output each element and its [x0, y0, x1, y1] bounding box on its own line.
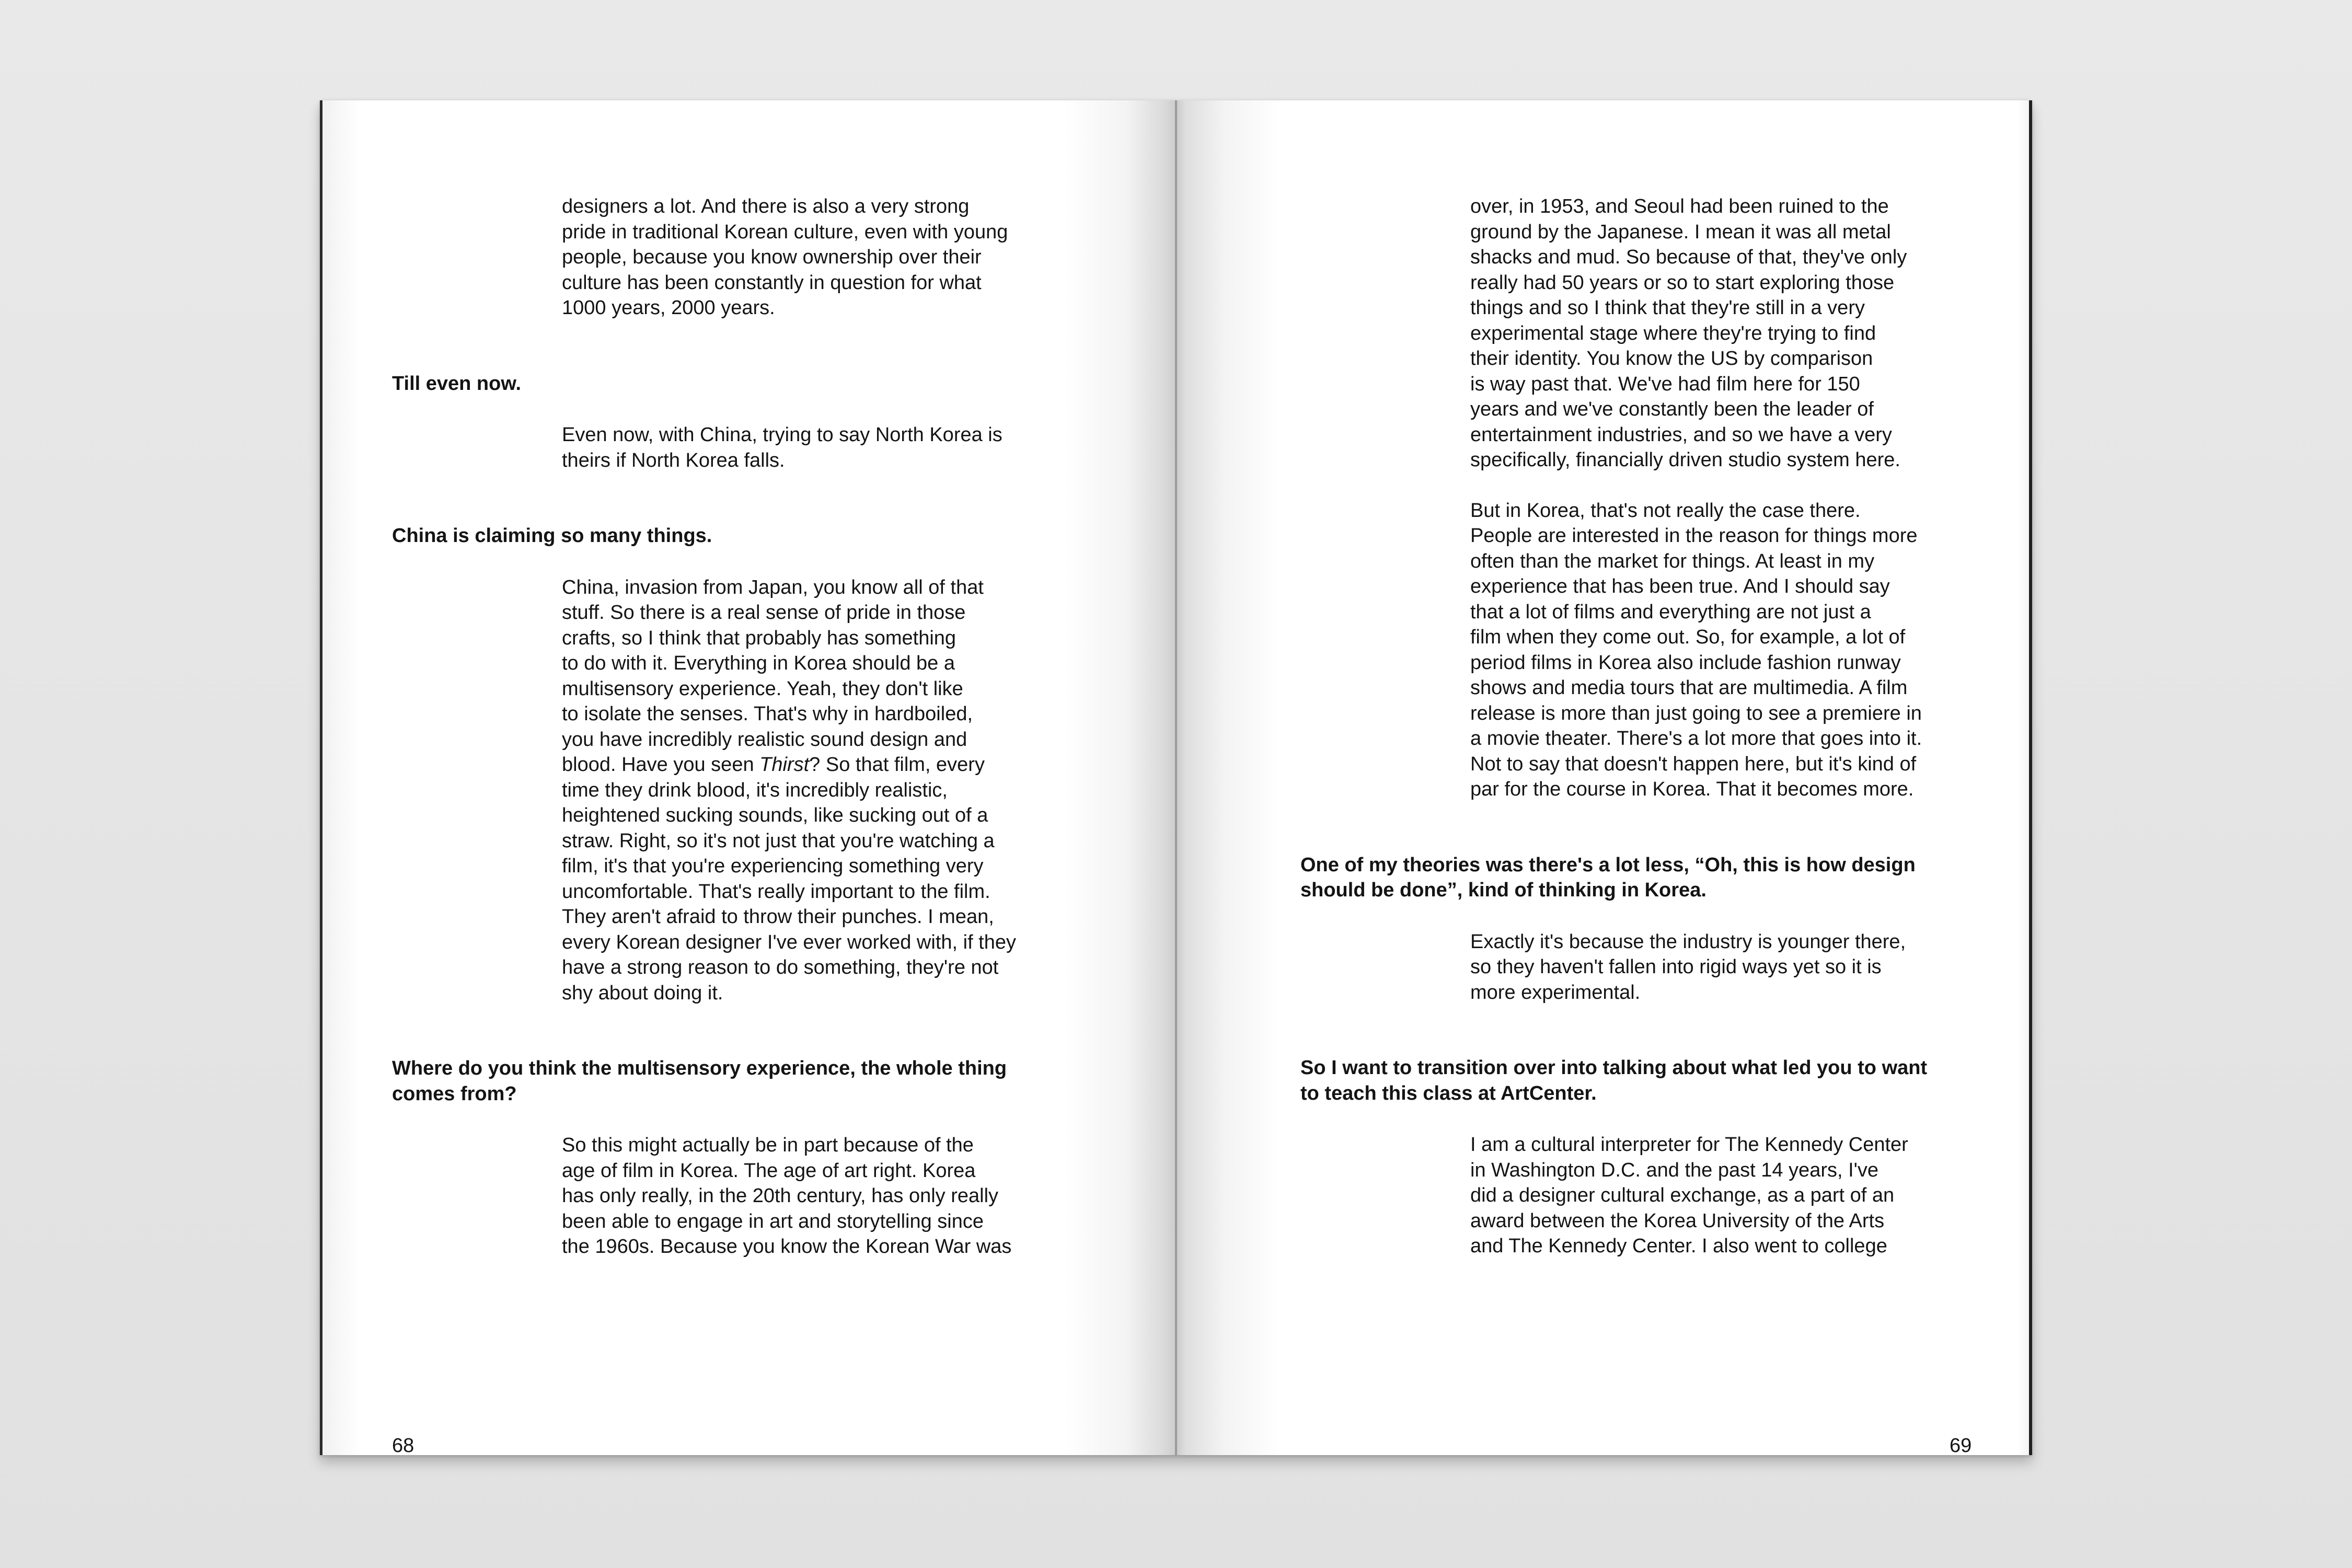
- answer-paragraph: [562, 575, 1064, 1006]
- left-page: [320, 100, 1176, 1455]
- interview-question: So I want to transition over into talking about what led you to want to teach this class at ArtCenter.: [1300, 1057, 1928, 1104]
- answer-paragraph: I am a cultural interpreter for The Kennedy Center in Washington D.C. and the past 14 years, I've did a designer cultural exchange, as a part of an award between the Korea University of the Arts and The Kennedy Center. I also went to college: [1470, 1134, 1908, 1257]
- interview-question: Till even now.: [392, 372, 522, 395]
- answer-paragraph: over, in 1953, and Seoul had been ruined to the ground by the Japanese. I mean it was all metal shacks and mud. So because of that, they've only really had 50 years or so to start exploring those things and so I think that they're still in a very experimental stage where they're trying to find their identity. You know the US by comparison is way past that. We've had film here for 150 years and we've constantly been the leader of entertainment industries, and so we have a very specifically, financially driven studio system here.: [1470, 195, 1907, 471]
- answer-paragraph: Even now, with China, trying to say North Korea is theirs if North Korea falls.: [562, 424, 1002, 471]
- interview-question: One of my theories was there's a lot less, “Oh, this is how design should be done”, kind of thinking in Korea.: [1300, 854, 1916, 901]
- page-number: 68: [392, 1435, 414, 1455]
- answer-text: China, invasion from Japan, you know all of that stuff. So there is a real sense of pride in those crafts, so I think that probably has something to do with it. Everything in Korea should be a multisensory experience. Yeah, they don't like to isolate the senses. That's why in hardboiled, you have incredibly realistic sound design and blood. Have you seen: [562, 576, 984, 776]
- page-number: 69: [1950, 1435, 1972, 1455]
- answer-paragraph: Exactly it's because the industry is younger there, so they haven't fallen into rigid ways yet so it is more experimental.: [1470, 930, 1906, 1004]
- film-title-italic: Thirst: [759, 754, 810, 776]
- answer-text: ? So that film, every time they drink blood, it's incredibly realistic, heightened sucking sounds, like sucking out of a straw. Right, so it's not just that you're watching a film, it's that you're experiencing something very uncomfortable. That's really important to the film. They aren't afraid to throw their punches. I mean, every Korean designer I've ever worked with, if they have a strong reason to do something, they're not shy about doing it.: [562, 754, 1017, 1004]
- answer-paragraph: So this might actually be in part because of the age of film in Korea. The age of art right. Korea has only really, in the 20th century, has only really been able to engage in art and storytelling since the 1960s. Because you know the Korean War was: [562, 1134, 1012, 1258]
- book-spread: [320, 100, 2032, 1455]
- answer-paragraph: But in Korea, that's not really the case there. People are interested in the reason for things more often than the market for things. At least in my experience that has been true. And I should say that a lot of films and everything are not just a film when they come out. So, for example, a lot of period films in Korea also include fashion runway shows and media tours that are multimedia. A film release is more than just going to see a premiere in a movie theater. There's a lot more that goes into it. Not to say that doesn't happen here, but it's kind of par for the course in Korea. That it becomes more.: [1470, 499, 1922, 800]
- left-page-text-column: [392, 194, 1071, 1260]
- interview-question: Where do you think the multisensory experience, the whole thing comes from?: [392, 1057, 1007, 1105]
- right-page-text-column: [1300, 194, 1980, 1259]
- right-page: [1176, 100, 2032, 1455]
- book-gutter: [1175, 100, 1177, 1455]
- interview-question: China is claiming so many things.: [392, 525, 712, 547]
- answer-paragraph: designers a lot. And there is also a very strong pride in traditional Korean culture, even with young people, because you know ownership over their culture has been constantly in question for what 1000 years, 2000 years.: [562, 195, 1008, 319]
